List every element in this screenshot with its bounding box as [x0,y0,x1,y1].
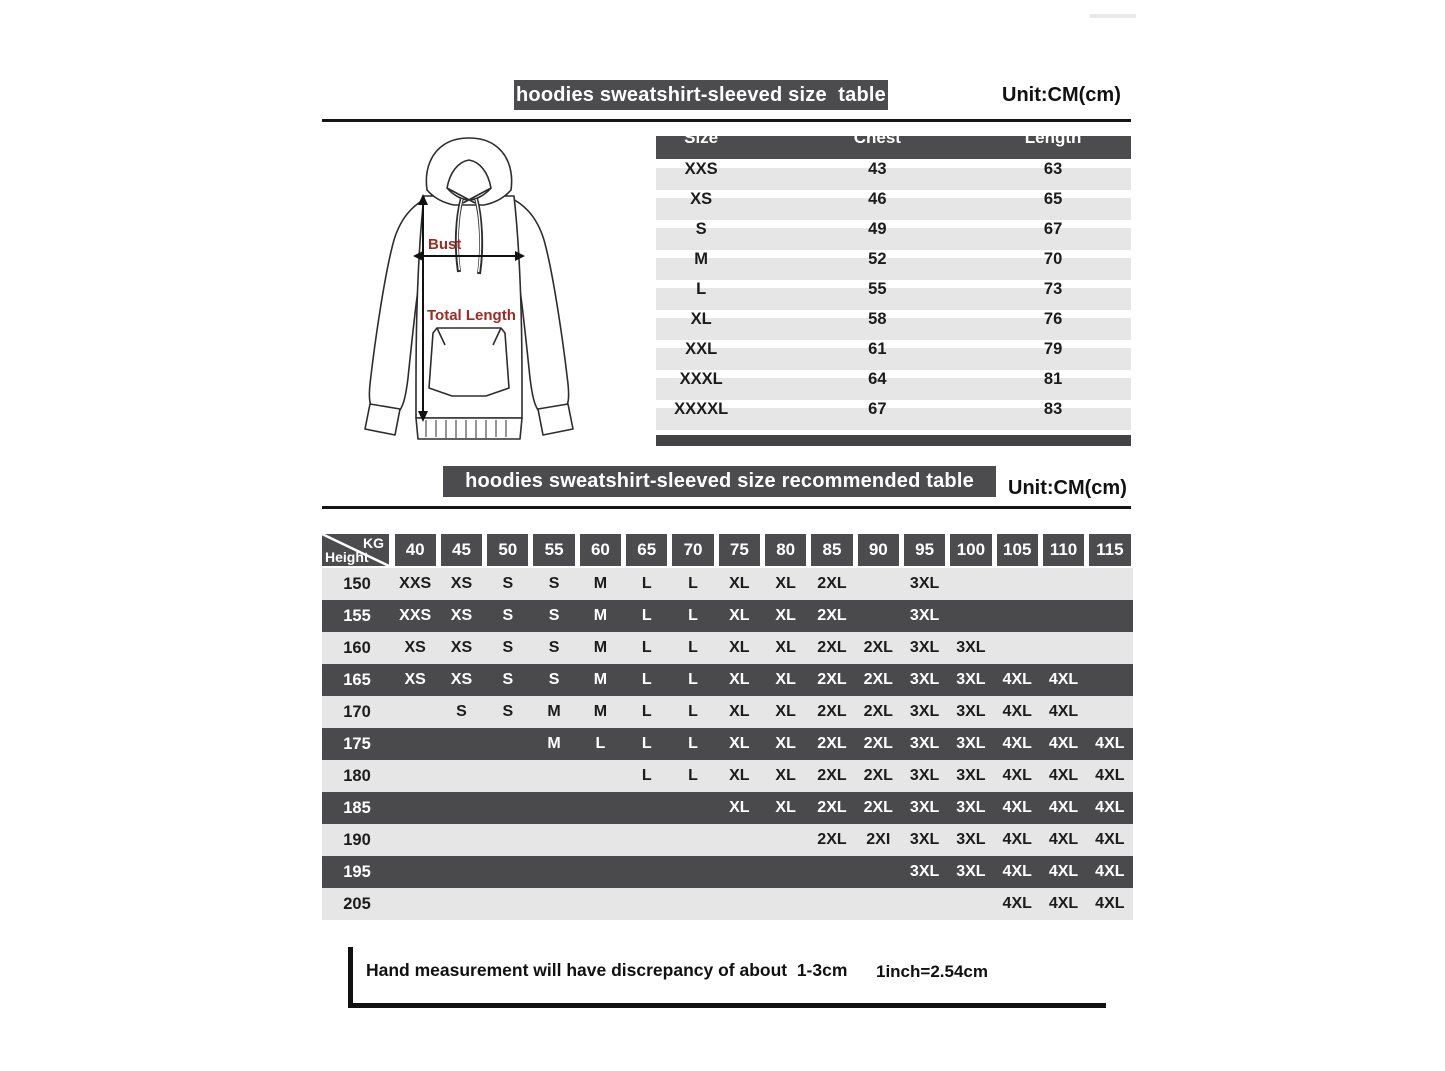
size-recommendation-cell: XL [729,575,750,592]
size-recommendation-cell: 4XL [1002,767,1032,784]
total-length-label: Total Length [427,307,516,324]
chest-value: 43 [868,160,887,178]
size-recommendation-cell: M [547,703,561,720]
recommended-table-header [322,532,1133,568]
size-value: S [695,220,707,238]
size-recommendation-cell: 4XL [1095,767,1125,784]
size-recommendation-cell: 3XL [956,735,986,752]
size-recommendation-cell: 2XL [863,639,893,656]
chest-value: 61 [868,340,887,358]
kg-column-header: 110 [1043,534,1084,566]
size-recommendation-cell: 2XL [817,607,847,624]
recommended-table [322,532,1133,920]
size-recommendation-cell: L [688,703,698,720]
size-recommendation-cell: L [641,671,652,688]
size-table-row [656,370,1131,400]
size-recommendation-cell: XL [729,799,750,816]
size-recommendation-cell: 4XL [1002,735,1032,752]
recommended-row-205 [322,888,1133,920]
size-table-row [656,280,1131,310]
recommended-row-170 [322,696,1133,728]
size-recommendation-cell: 4XL [1002,831,1032,848]
size-recommendation-cell: 2XL [817,671,847,688]
size-recommendation-cell: XS [450,671,473,688]
size-recommendation-cell: 2XL [817,767,847,784]
chest-value: 52 [868,250,887,268]
size-table-row [656,220,1131,250]
kg-column-header: 105 [997,534,1038,566]
height-label: 170 [343,702,371,721]
size-table-title-bar [514,80,888,110]
kg-column-header: 95 [904,534,945,566]
bust-label: Bust [428,236,462,253]
size-recommendation-cell: 3XL [956,831,986,848]
chest-value: 49 [868,220,887,238]
size-recommendation-cell: L [641,735,652,752]
size-recommendation-cell: S [548,671,560,688]
size-recommendation-cell: 2XL [817,799,847,816]
size-recommendation-cell: 2XL [863,735,893,752]
size-recommendation-cell: XL [775,767,796,784]
size-recommendation-cell: XL [775,575,796,592]
size-recommendation-cell: 4XL [1002,863,1032,880]
measurement-discrepancy-note: Hand measurement will have discrepancy of about 1-3cm [366,960,848,980]
kg-column-header: 90 [858,534,899,566]
divider-middle [322,506,1131,509]
size-value: XXL [685,340,718,358]
size-recommendation-cell: M [593,607,608,624]
height-label: 185 [343,798,371,817]
size-recommendation-cell: 4XL [1048,799,1079,816]
recommended-table-title-bar [443,466,996,497]
size-recommendation-cell: 3XL [909,671,940,688]
length-value: 63 [1043,160,1063,178]
size-recommendation-cell: L [688,639,698,656]
size-recommendation-cell: 4XL [1048,735,1079,752]
chest-value: 67 [868,400,887,418]
size-recommendation-cell: XXS [399,575,432,592]
corner-height-label: Height [325,549,369,565]
size-recommendation-cell: XL [729,767,750,784]
size-recommendation-cell: L [641,607,652,624]
kg-column-header: 70 [672,534,713,566]
size-recommendation-cell: 2XL [817,639,847,656]
size-recommendation-cell: 3XL [909,767,940,784]
size-recommendation-cell: 2XI [866,831,891,848]
size-recommendation-cell: 3XL [909,799,940,816]
size-recommendation-cell: L [641,703,652,720]
size-table-row [656,310,1131,340]
size-recommendation-cell: XL [729,703,750,720]
height-label: 175 [343,734,371,753]
size-recommendation-cell: 3XL [909,735,940,752]
kg-column-header: 115 [1089,534,1130,566]
length-value: 65 [1043,190,1063,208]
size-recommendation-cell: 3XL [909,703,940,720]
height-label: 180 [343,766,371,785]
size-recommendation-cell: 4XL [1048,895,1079,912]
recommended-row-175 [322,728,1133,760]
size-recommendation-cell: XL [729,735,750,752]
size-table-header [656,127,1131,159]
size-recommendation-cell: XL [775,607,796,624]
corner-kg-label: KG [363,535,384,551]
size-recommendation-cell: L [641,767,652,784]
kg-column-header: 45 [441,534,482,566]
size-table-row [656,340,1131,370]
size-recommendation-cell: L [688,607,698,624]
kg-column-header: 60 [580,534,621,566]
size-recommendation-cell: XS [450,575,473,592]
size-recommendation-cell: L [688,735,698,752]
size-recommendation-cell: 3XL [956,767,986,784]
size-recommendation-cell: 3XL [956,799,986,816]
size-recommendation-cell: 4XL [1002,799,1032,816]
kg-column-header: 50 [487,534,528,566]
unit-label-1: Unit:CM(cm) [1002,84,1121,106]
size-recommendation-cell: L [641,575,652,592]
size-recommendation-cell: XL [775,703,796,720]
size-recommendation-cell: 2XL [863,703,893,720]
kg-column-header: 65 [626,534,667,566]
size-recommendation-cell: 2XL [817,703,847,720]
size-recommendation-cell: S [502,607,514,624]
size-table-row [656,190,1131,220]
size-recommendation-cell: 2XL [863,767,893,784]
size-recommendation-cell: S [456,703,467,720]
size-recommendation-cell: M [593,639,608,656]
kg-column-header: 75 [719,534,760,566]
size-recommendation-cell: XL [775,799,796,816]
column-header-size: Size [684,127,719,147]
size-table [656,127,1131,448]
size-recommendation-cell: S [502,671,514,688]
size-recommendation-cell: S [548,639,560,656]
size-recommendation-cell: XL [729,607,750,624]
size-recommendation-cell: L [641,639,652,656]
size-recommendation-cell: 3XL [909,607,940,624]
size-recommendation-cell: 3XL [956,671,986,688]
length-value: 67 [1043,220,1063,238]
kg-column-header: 55 [533,534,574,566]
size-recommendation-cell: 3XL [956,863,986,880]
size-recommendation-cell: 3XL [956,639,986,656]
size-table-row [656,250,1131,280]
length-value: 73 [1043,280,1063,298]
height-label: 195 [343,862,371,881]
size-table-title: hoodies sweatshirt-sleeved size table [516,83,886,106]
hoodie-measurement-diagram [334,132,604,456]
size-recommendation-cell: M [593,703,608,720]
size-recommendation-cell: 4XL [1095,799,1125,816]
column-header-chest: Chest [853,127,901,147]
size-recommendation-cell: XL [775,735,796,752]
recommended-row-190 [322,824,1133,856]
size-recommendation-cell: S [548,607,560,624]
height-label: 150 [343,574,371,593]
kg-column-header: 40 [395,534,436,566]
kg-column-header: 100 [950,534,991,566]
size-table-rows [656,160,1131,438]
size-recommendation-cell: 4XL [1048,863,1079,880]
size-recommendation-cell: XL [775,671,796,688]
height-label: 205 [343,894,371,913]
column-header-length: Length [1024,127,1082,147]
recommended-row-160 [322,632,1133,664]
size-recommendation-cell: 3XL [909,863,940,880]
recommended-row-150 [322,568,1133,600]
size-recommendation-cell: S [502,639,514,656]
chest-value: 64 [868,370,887,388]
size-recommendation-cell: 4XL [1095,831,1125,848]
size-recommendation-cell: 4XL [1048,671,1079,688]
size-value: XL [690,310,712,328]
chest-value: 55 [868,280,887,298]
size-recommendation-cell: L [688,575,698,592]
size-recommendation-cell: L [688,767,698,784]
size-recommendation-cell: XXS [399,607,432,624]
size-recommendation-cell: XS [404,671,426,688]
chest-value: 46 [868,190,887,208]
size-recommendation-cell: XS [450,639,473,656]
scan-artifact [1090,14,1136,18]
size-recommendation-cell: 4XL [1048,767,1079,784]
size-recommendation-cell: 3XL [909,575,940,592]
size-recommendation-cell: 4XL [1002,671,1032,688]
size-recommendation-cell: 2XL [817,735,847,752]
size-recommendation-cell: 3XL [956,703,986,720]
footnote-left-bar [348,947,353,1008]
size-recommendation-cell: 4XL [1002,895,1032,912]
size-recommendation-cell: 4XL [1095,863,1125,880]
height-label: 155 [343,606,371,625]
size-recommendation-cell: 4XL [1095,895,1125,912]
size-recommendation-cell: M [547,735,561,752]
size-recommendation-cell: 2XL [863,799,893,816]
size-recommendation-cell: 3XL [909,831,940,848]
recommended-row-195 [322,856,1133,888]
corner-cell [322,534,389,566]
size-recommendation-cell: XS [404,639,426,656]
size-recommendation-cell: M [593,575,608,592]
recommended-row-165 [322,664,1133,696]
length-value: 79 [1043,340,1063,358]
height-label: 165 [343,670,371,689]
height-label: 190 [343,830,371,849]
size-recommendation-cell: S [548,575,560,592]
unit-label-2: Unit:CM(cm) [1008,477,1127,499]
inch-conversion-note: 1inch=2.54cm [876,962,988,981]
size-recommendation-cell: XL [729,639,750,656]
size-table-row [656,400,1131,430]
size-table-bottom-bar [656,435,1131,446]
length-value: 76 [1043,310,1063,328]
size-recommendation-cell: 2XL [863,671,893,688]
size-value: XXXL [679,370,723,388]
recommended-row-180 [322,760,1133,792]
size-recommendation-cell: 4XL [1002,703,1032,720]
chest-value: 58 [868,310,887,328]
hoodie-left-cuff [365,404,400,435]
size-recommendation-cell: 2XL [817,575,847,592]
size-value: XXS [684,160,718,178]
size-recommendation-cell: XL [729,671,750,688]
recommended-row-155 [322,600,1133,632]
divider-top [322,119,1131,122]
footnote-bottom-bar [348,1003,1106,1008]
size-recommendation-cell: S [502,575,514,592]
length-value: 83 [1043,400,1063,418]
recommended-table-rows [322,568,1133,920]
size-recommendation-cell: 4XL [1095,735,1125,752]
height-label: 160 [343,638,371,657]
size-recommendation-cell: 3XL [909,639,940,656]
kg-column-header: 85 [811,534,852,566]
size-recommendation-cell: L [595,735,606,752]
size-value: M [694,250,708,268]
length-value: 81 [1043,370,1063,388]
hoodie-right-cuff [538,404,573,435]
kg-column-header: 80 [765,534,806,566]
recommended-row-185 [322,792,1133,824]
size-recommendation-cell: 4XL [1048,703,1079,720]
size-value: XS [690,190,713,208]
recommended-table-title: hoodies sweatshirt-sleeved size recommended table [465,470,974,492]
size-recommendation-cell: S [502,703,514,720]
size-recommendation-cell: M [593,671,608,688]
size-recommendation-cell: L [688,671,698,688]
size-value: L [696,280,707,298]
size-table-row [656,160,1131,190]
size-recommendation-cell: 4XL [1048,831,1079,848]
size-recommendation-cell: XL [775,639,796,656]
size-recommendation-cell: XS [450,607,473,624]
size-recommendation-cell: 2XL [817,831,847,848]
size-value: XXXXL [674,400,729,418]
length-value: 70 [1043,250,1063,268]
